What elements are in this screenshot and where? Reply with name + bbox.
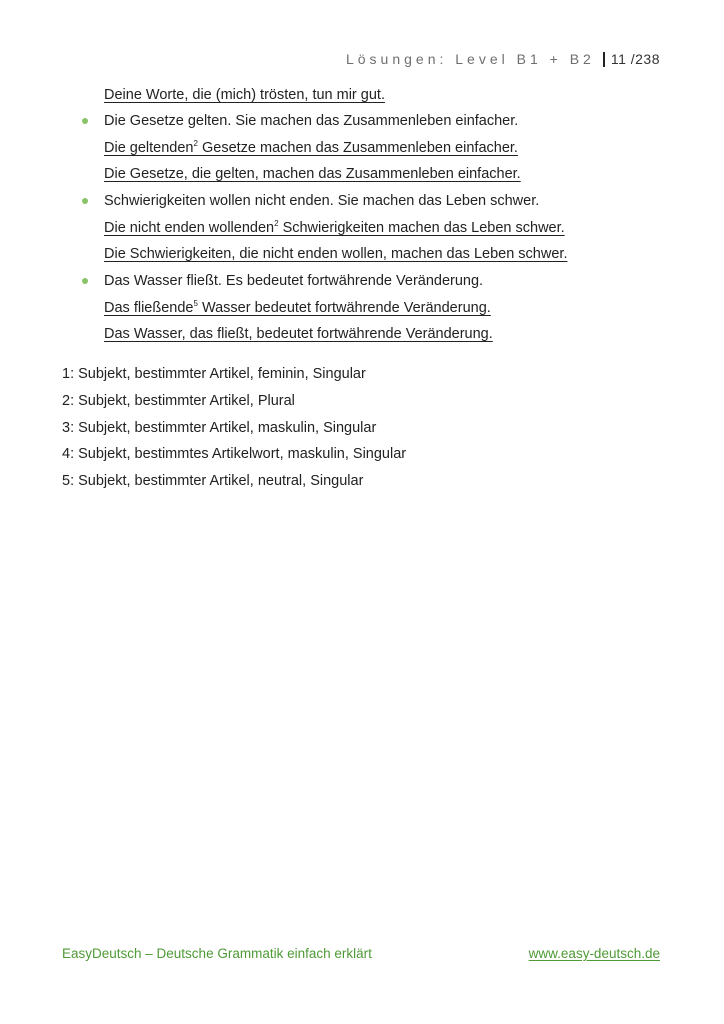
answer-line: Die geltenden$^2$ Gesetze machen das Zusammenleben einfacher. [104, 139, 518, 156]
bullet-icon [82, 118, 88, 124]
footnote: 1: Subjekt, bestimmter Artikel, feminin, Singular [62, 366, 366, 382]
footnote-ref: 2 [193, 139, 198, 148]
footnote: 3: Subjekt, bestimmter Artikel, maskulin, Singular [62, 420, 377, 436]
answer-line: Das Wasser, das fließt, bedeutet fortwährende Veränderung. [104, 326, 493, 342]
exercise-sentence: Die Gesetze gelten. Sie machen das Zusammenleben einfacher. [104, 113, 519, 129]
exercise-sentence: Das Wasser fließt. Es bedeutet fortwährende Veränderung. [104, 273, 484, 289]
bullet-icon [82, 198, 88, 204]
footnote-ref: 2 [274, 219, 279, 228]
footnote-ref: 5 [193, 299, 198, 308]
footnote: 5: Subjekt, bestimmter Artikel, neutral, Singular [62, 473, 364, 489]
footer-tagline: EasyDeutsch – Deutsche Grammatik einfach erklärt [62, 946, 372, 961]
page-number: 11 /238 [610, 51, 660, 67]
section-title: Lösungen: Level B1 + B2 [345, 51, 595, 67]
exercise-sentence: Schwierigkeiten wollen nicht enden. Sie machen das Leben schwer. [104, 193, 540, 209]
footnote: 4: Subjekt, bestimmtes Artikelwort, maskulin, Singular [62, 446, 407, 462]
page-header [346, 49, 660, 69]
answer-line: Deine Worte, die (mich) trösten, tun mir gut. [104, 87, 385, 103]
answer-line: Die Gesetze, die gelten, machen das Zusammenleben einfacher. [104, 166, 521, 182]
answer-line: Die nicht enden wollenden$^2$ Schwierigkeiten machen das Leben schwer. [104, 219, 565, 236]
answer-line: Das fließende$^5$ Wasser bedeutet fortwährende Veränderung. [104, 299, 491, 316]
answer-line: Die Schwierigkeiten, die nicht enden wollen, machen das Leben schwer. [104, 246, 568, 262]
header-divider [603, 52, 605, 67]
footnote: 2: Subjekt, bestimmter Artikel, Plural [62, 393, 295, 409]
website-link[interactable]: www.easy-deutsch.de [528, 946, 660, 961]
bullet-icon [82, 278, 88, 284]
